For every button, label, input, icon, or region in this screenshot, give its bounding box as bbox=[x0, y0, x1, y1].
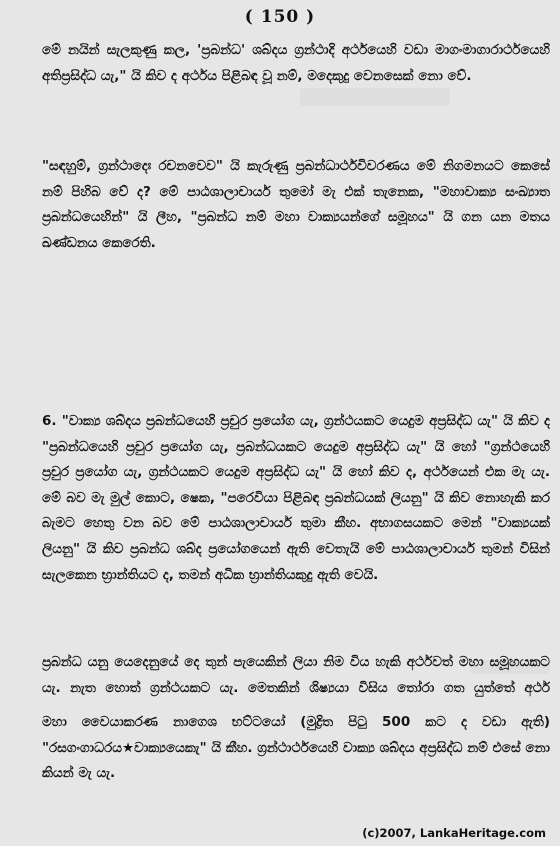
paragraph-5: මහා වෛයාකරණ නාගෙශ භට්ටයෝ (මුද්‍රිත පිටු 500 කට ද වඩා ඇති) "රසගංගාධරය★වාක්‍යයෙකැ" යි කීහ. ග්‍රන්ථාර්ථයෙහි වාක්‍ය ශබ්දය අප්‍රසිද්ධ නම් එසේ නො කියන් මැ යැ. bbox=[42, 714, 550, 782]
paragraph-3: 6. "වාක්‍ය ශබ්දය ප්‍රබන්ධයෙහි ප්‍රචුර ප්‍රයෝග යැ, ග්‍රන්ථයකට යෙදුම අප්‍රසිද්ධ යැ" යි කිව ද "ප්‍රබන්ධයෙහි ප්‍රචුර ප්‍රයෝග යැ, ප්‍රබන්ධයකට යෙදුම අප්‍රසිද්ධ යැ" යි හෝ "ග්‍රන්ථයෙහි ප්‍රචුර ප්‍රයෝග යැ, ග්‍රන්ථයකට යෙදුම අප්‍රසිද්ධ යැ" යි හෝ කිව ද, අර්ථයෙන් එක මැ යැ. මේ බව මැ මුල් කොට, ෂෙක, "පරෙවියා පිළිබඳ ප්‍රබන්ධයක් ලියනු" යි කිව නොහැකි කර බැමට හෙතු වන බව මේ පාඨශාලාචාර්ය තුමා කීහ. අභාගසයකට මෙන් "වාක්‍යයක් ලියනු" යි කිව ප්‍රබන්ධ ශබ්ද ප්‍රයෝගයෙන් ඇති වෙතැයි මේ පාඨශාලාචාර්ය තුමන් විසින් සැලකෙන භ්‍රාන්තියට ද, තමන් අධික භ්‍රාන්තියකුදු ඇති වෙයි. bbox=[42, 413, 550, 583]
copyright-watermark: (c)2007, LankaHeritage.com bbox=[362, 826, 546, 840]
paragraph-4: ප්‍රබන්ධ යනු යෙදෙනුයේ දෙ තුන් පැයෙකින් ලියා නිම විය හැකි අර්ථවත් මහා සමූහයකට යැ. නැත හොත් ග්‍රන්ථයකට යැ. මෙතකින් ශිෂ්‍යයා විසිය තෝරා ගත යුත්තේ අර්ථ bbox=[42, 654, 550, 696]
paragraph-2: "සඳහුම්, ග්‍රන්ථාදෙඃ රචනවෙව" යි කැරුණු ප්‍රබන්ධාර්ථවිවරණය මේ නිගමනයට කෙසේ නම් පිහිබ වේ ද? මේ පාඨශාලාචාර්ය තුමෝ මැ එක් තැනෙක, "මහාවාක්‍ය සංඛ්‍යාත ප්‍රබන්ධයෙහින්" යි ලීහ, "ප්‍රබන්ධ නම් මහා වාක්‍යයන්ගේ සමූහය" යි ගන යන මතය ඛණ්ඩනය කෙරෙති. bbox=[42, 158, 550, 251]
page-number: ( 150 ) bbox=[244, 7, 316, 27]
paragraph-1: මේ නයින් සැලකුණු කල, 'ප්‍රබන්ධ' ශබ්දය ග්‍රන්ථාදි අර්ථයෙහි වඩා මාගංමාගාරාර්ථයෙහි අතිප්‍රසිද්ධ යැ," යි කිව ද අර්ථය පිළිබඳ වූ නම්, මදෙකුදු වෙනසෙක් නො වේ. bbox=[42, 42, 550, 84]
